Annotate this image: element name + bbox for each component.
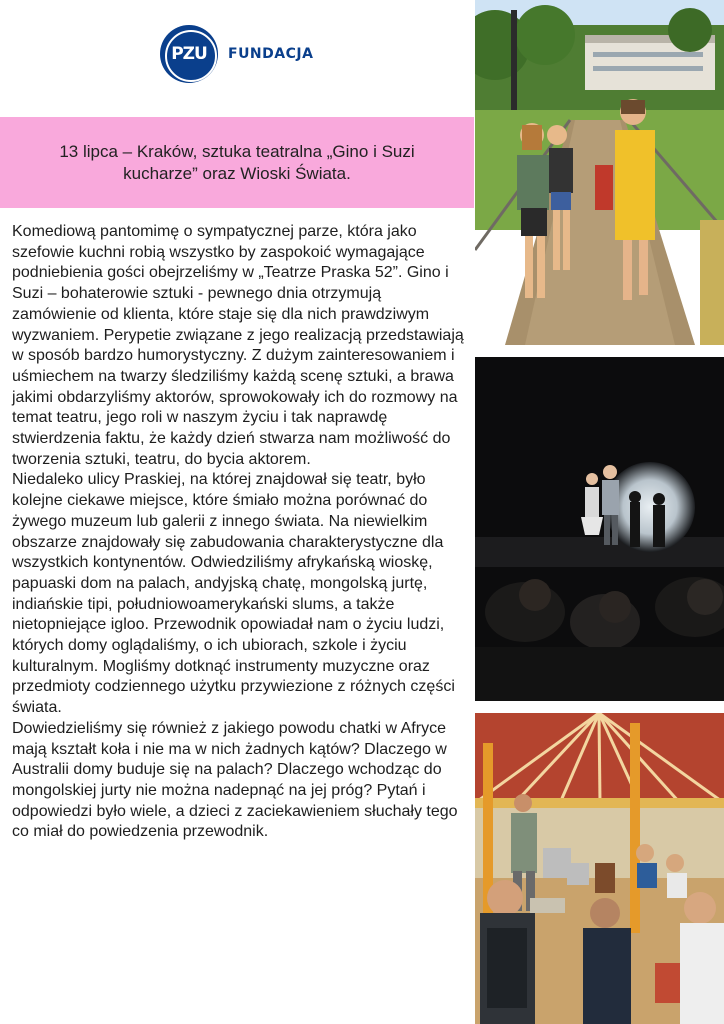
logo-name: FUNDACJA — [228, 46, 314, 62]
title-line-2: kucharze” oraz Wioski Świata. — [123, 163, 351, 183]
paragraph-questions: Dowiedzieliśmy się również z jakiego powodu chatki w Afryce mają kształt koła i nie ma w nich żadnych kątów? Dlaczego w Australii domy buduje się na palach? Dlaczego wchodząc do mongolskiej jurty nie można nadepnąć na jej próg? Pytań i odpowiedzi było wiele, a dzieci z zaciekawieniem słuchały tego co miał do powiedzenia przewodnik. — [12, 719, 458, 841]
pzu-fundacja-logo — [160, 25, 313, 83]
photo-theatre-stage — [475, 357, 724, 701]
photo-yurt-interior — [475, 713, 724, 1024]
yurt-illustration — [475, 713, 724, 1024]
paragraph-villages: Niedaleko ulicy Praskiej, na której znajdował się teatr, było kolejne ciekawe miejsce, które śmiało można porównać do żywego muzeum lub galerii z innego świata. Na niewielkim obszarze znajdowały się zabudowania charakterystyczne dla wszystkich kontynentów. Odwiedziliśmy afrykańską wioskę, papuaski dom na palach, andyjską chatę, mongolską jurtę, indiańskie tipi, południowoamerykański slums, a także nietopniejące igloo. Przewodnik opowiadał nam o życiu ludzi, których domy oglądaliśmy, o ich ubiorach, szkole i życiu kulturalnym. Mogliśmy dotknąć instrumenty muzyczne oraz przedmioty codziennego użytku przywiezione z różnych części świata. — [12, 471, 455, 717]
article-body — [12, 222, 464, 843]
title-line-1: 13 lipca – Kraków, sztuka teatralna „Gino i Suzi — [59, 141, 415, 161]
paragraph-theatre: Komediową pantomimę o sympatycznej parze, która jako szefowie kuchni robią wszystko by zaspokoić wymagające podniebienia gości obejrzeliśmy w „Teatrze Praska 52”. Gino i Suzi – bohaterowie sztuki - pewnego dnia otrzymują zamówienie od klienta, które staje się dla nich prawdziwym wyzwaniem. Perypetie związane z jego realizacją przedstawiają w sposób bardzo humorystyczny. Z dużym zainteresowaniem i uśmiechem na twarzy śledziliśmy każdą scenę sztuki, a brawa jakimi obdarzyliśmy aktorów, sprowokowały ich do rozmowy na temat teatru, jego roli w naszym życiu i tak naprawdę stwierdzenia faktu, że każdy dzień stwarza nam możliwość do tworzenia sztuki, teatru, do bycia aktorem. — [12, 223, 464, 468]
page-title — [59, 141, 414, 185]
footbridge-illustration — [475, 0, 724, 345]
title-banner — [0, 117, 474, 208]
pzu-logo-icon — [160, 25, 218, 83]
logo-mark: PZU — [171, 44, 207, 64]
stage-illustration — [475, 357, 724, 701]
photo-footbridge — [475, 0, 724, 345]
